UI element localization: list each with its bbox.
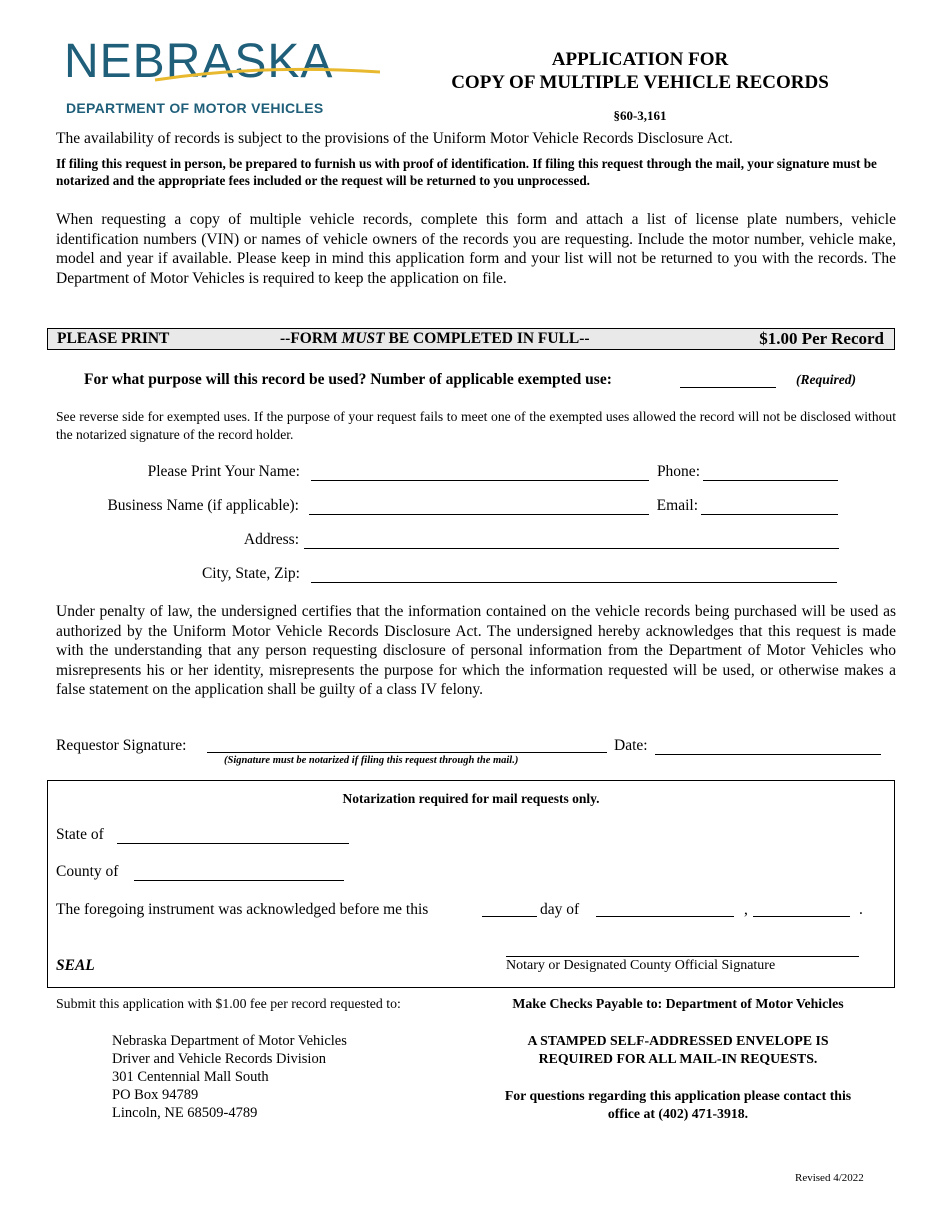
revised-date: Revised 4/2022 [795,1172,864,1184]
warning-notice: If filing this request in person, be prepared to furnish us with proof of identification. If filing this request through the mail, your signature must be notarized and the appropriate fees included or the request will be returned to you unprocessed. [56,156,877,188]
business-label: Business Name (if applicable): [107,497,299,514]
business-field[interactable] [309,514,649,515]
address-line: Nebraska Department of Motor Vehicles [112,1033,347,1049]
county-label: County of [56,863,119,880]
signature-field[interactable] [207,752,607,753]
city-field[interactable] [311,582,837,583]
address-line: Lincoln, NE 68509-4789 [112,1105,258,1121]
banner-complete-full: --FORM MUST BE COMPLETED IN FULL-- [280,330,590,347]
county-field[interactable] [134,880,344,881]
signature-label: Requestor Signature: [56,737,187,754]
logo-swoosh-icon [150,58,390,88]
statute: §60-3,161 [613,108,667,123]
year-field[interactable] [753,916,850,917]
contact-line-1: For questions regarding this application please contact this [504,1088,852,1103]
logo-wordmark: NEBRASKA [64,35,334,88]
comma-text: , [744,901,748,918]
date-field[interactable] [655,754,881,755]
seal-label: SEAL [56,957,95,974]
phone-field[interactable] [703,480,838,481]
city-label: City, State, Zip: [201,565,300,582]
title-line-2: COPY OF MULTIPLE VEHICLE RECORDS [451,72,829,93]
name-field[interactable] [311,480,649,481]
address-label: Address: [243,531,299,548]
checks-payable: Make Checks Payable to: Department of Motor Vehicles [512,996,844,1011]
instructions: When requesting a copy of multiple vehicle records, complete this form and attach a list of license plate numbers, vehicle identification numbers (VIN) or names of vehicle owners of the records you are requesting. Include the motor number, vehicle make, model and year if available. Please keep in mind this application form and your list will not be returned to you with the records. The Department of Motor Vehicles is required to keep the application on file. [56,211,896,287]
notary-signature-label: Notary or Designated County Official Signature [506,958,776,973]
form-banner [47,328,895,350]
purpose-question: For what purpose will this record be used? Number of applicable exempted use: [84,371,612,388]
contact-line-2: office at (402) 471-3918. [607,1106,749,1121]
notary-signature-field[interactable] [506,956,859,957]
banner-please-print: PLEASE PRINT [57,330,170,347]
notary-heading: Notarization required for mail requests only. [342,791,600,806]
period-text: . [859,901,863,918]
exempted-note: See reverse side for exempted uses. If the purpose of your request fails to meet one of the exempted uses allowed the record will not be disclosed without the notarized signature of the record holder. [56,409,896,442]
envelope-line-1: A STAMPED SELF-ADDRESSED ENVELOPE IS [527,1033,829,1048]
notary-section [47,780,895,988]
email-field[interactable] [701,514,838,515]
address-line: PO Box 94789 [112,1087,199,1103]
state-label: State of [56,826,104,843]
mailing-address [112,1032,347,1122]
availability-notice: The availability of records is subject to the provisions of the Uniform Motor Vehicle Records Disclosure Act. [56,130,733,147]
envelope-line-2: REQUIRED FOR ALL MAIL-IN REQUESTS. [538,1051,818,1066]
date-label: Date: [614,737,648,754]
month-field[interactable] [596,916,734,917]
exempted-use-field[interactable] [680,387,776,388]
name-label: Please Print Your Name: [147,463,300,480]
contact-notice [470,1087,886,1123]
foregoing-text: The foregoing instrument was acknowledged before me this [56,901,429,918]
day-field[interactable] [482,916,537,917]
state-field[interactable] [117,843,349,844]
address-line: Driver and Vehicle Records Division [112,1051,326,1067]
address-line: 301 Centennial Mall South [112,1069,269,1085]
phone-label: Phone: [656,463,700,480]
day-of-label: day of [540,901,580,918]
address-field[interactable] [304,548,839,549]
title-line-1: APPLICATION FOR [551,49,729,70]
logo-department: DEPARTMENT OF MOTOR VEHICLES [66,100,324,116]
banner-price: $1.00 Per Record [759,329,884,348]
certification-text: Under penalty of law, the undersigned certifies that the information contained on the vehicle records being purchased will be used as authorized by the Uniform Motor Vehicle Records Disclosure Act. The undersigned hereby acknowledges that this request is made with the understanding that any person requesting disclosure of personal information from the Department of Motor Vehicles who misrepresents his or her identity, misrepresents the purpose for which the information requested will be used, or otherwise makes a false statement on the application shall be guilty of a class IV felony. [56,603,896,698]
email-label: Email: [656,497,698,514]
envelope-notice [470,1032,886,1068]
signature-note: (Signature must be notarized if filing this request through the mail.) [224,755,519,766]
submit-instructions: Submit this application with $1.00 fee per record requested to: [56,996,401,1011]
required-label: (Required) [796,372,856,387]
